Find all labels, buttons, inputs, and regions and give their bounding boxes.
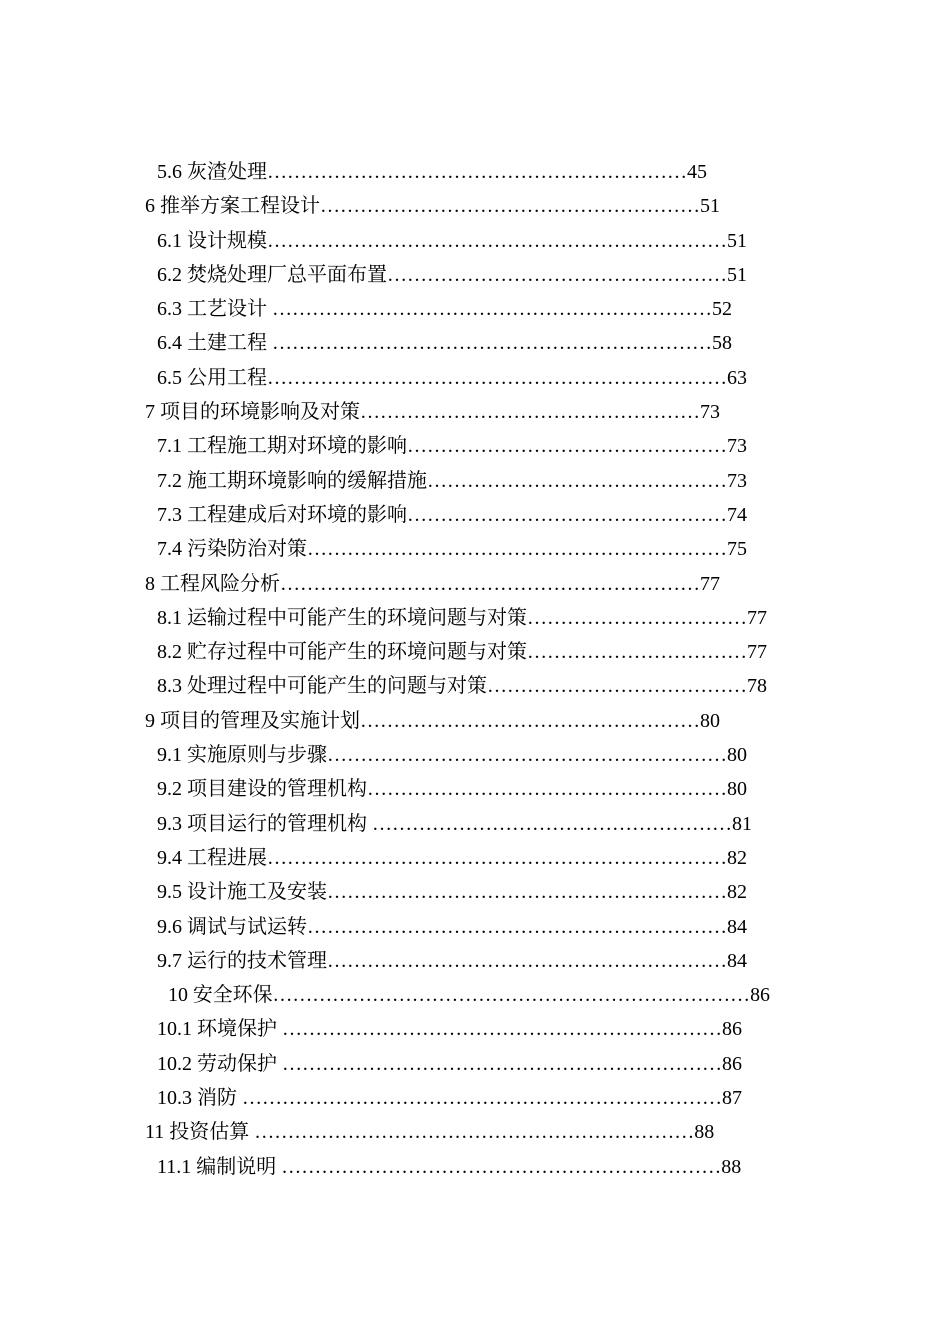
toc-entry-text: 6 推举方案工程设计…………………………………………………51 xyxy=(145,195,720,218)
toc-entry-text: 8.2 贮存过程中可能产生的环境问题与对策……………………………77 xyxy=(157,641,767,664)
toc-entry[interactable] xyxy=(0,875,950,909)
toc-entry-text: 7 项目的环境影响及对策……………………………………………73 xyxy=(145,401,720,424)
toc-entry-text: 6.1 设计规模……………………………………………………………51 xyxy=(157,229,747,252)
toc-entry-text: 8.1 运输过程中可能产生的环境问题与对策……………………………77 xyxy=(157,606,767,629)
toc-entry-text: 6.3 工艺设计 …………………………………………………………52 xyxy=(157,298,732,321)
toc-entry-text: 10.2 劳动保护 …………………………………………………………86 xyxy=(157,1052,742,1075)
toc-entry[interactable] xyxy=(0,807,950,841)
toc-entry[interactable] xyxy=(0,1081,950,1115)
toc-entry[interactable] xyxy=(0,1047,950,1081)
toc-entry[interactable] xyxy=(0,532,950,566)
toc-entry-text: 9 项目的管理及实施计划……………………………………………80 xyxy=(145,709,720,732)
toc-entry-text: 10 安全环保………………………………………………………………86 xyxy=(168,984,770,1007)
toc-entry-text: 7.1 工程施工期对环境的影响…………………………………………73 xyxy=(157,435,747,458)
toc-entry-text: 8 工程风险分析………………………………………………………77 xyxy=(145,572,720,595)
toc-entry-text: 11 投资估算 …………………………………………………………88 xyxy=(145,1121,715,1144)
toc-entry[interactable] xyxy=(0,978,950,1012)
toc-entry[interactable] xyxy=(0,429,950,463)
toc-entry-text: 9.4 工程进展……………………………………………………………82 xyxy=(157,846,747,869)
toc-entry[interactable] xyxy=(0,1012,950,1046)
toc-entry-text: 8.3 处理过程中可能产生的问题与对策…………………………………78 xyxy=(157,675,767,698)
toc-entry-text: 7.2 施工期环境影响的缓解措施………………………………………73 xyxy=(157,469,747,492)
toc-entry-text: 9.5 设计施工及安装……………………………………………………82 xyxy=(157,881,747,904)
toc-entry[interactable] xyxy=(0,669,950,703)
toc-entry[interactable] xyxy=(0,944,950,978)
toc-entry[interactable] xyxy=(0,704,950,738)
toc-entry-text: 6.4 土建工程 …………………………………………………………58 xyxy=(157,332,732,355)
toc-entry[interactable] xyxy=(0,772,950,806)
toc-entry-text: 6.2 焚烧处理厂总平面布置……………………………………………51 xyxy=(157,263,747,286)
toc-entry-text: 7.3 工程建成后对环境的影响…………………………………………74 xyxy=(157,503,747,526)
toc-entry-text: 11.1 编制说明 …………………………………………………………88 xyxy=(157,1155,742,1178)
toc-entry[interactable] xyxy=(0,1115,950,1149)
toc-entry[interactable] xyxy=(0,1150,950,1184)
toc-entry-text: 9.6 调试与试运转………………………………………………………84 xyxy=(157,915,747,938)
toc-entry[interactable] xyxy=(0,498,950,532)
toc-entry[interactable] xyxy=(0,258,950,292)
toc-entry-text: 5.6 灰渣处理………………………………………………………45 xyxy=(157,161,707,183)
toc-entry[interactable] xyxy=(0,189,950,223)
toc-entry[interactable] xyxy=(0,361,950,395)
toc-entry-text: 9.2 项目建设的管理机构………………………………………………80 xyxy=(157,778,747,801)
toc-entry[interactable] xyxy=(0,326,950,360)
toc-entry[interactable] xyxy=(0,395,950,429)
table-of-contents xyxy=(0,155,950,1184)
toc-entry[interactable] xyxy=(0,738,950,772)
toc-entry-text: 10.3 消防 ………………………………………………………………87 xyxy=(157,1087,742,1110)
toc-entry[interactable] xyxy=(0,292,950,326)
toc-entry[interactable] xyxy=(0,567,950,601)
toc-entry[interactable] xyxy=(0,635,950,669)
toc-entry[interactable] xyxy=(0,464,950,498)
toc-entry-text: 9.7 运行的技术管理……………………………………………………84 xyxy=(157,949,747,972)
toc-entry[interactable] xyxy=(0,910,950,944)
toc-entry[interactable] xyxy=(0,841,950,875)
toc-entry[interactable] xyxy=(0,601,950,635)
toc-entry[interactable] xyxy=(0,155,950,189)
toc-entry-text: 9.1 实施原则与步骤……………………………………………………80 xyxy=(157,744,747,767)
toc-entry-text: 6.5 公用工程……………………………………………………………63 xyxy=(157,366,747,389)
toc-entry-text: 7.4 污染防治对策………………………………………………………75 xyxy=(157,538,747,561)
toc-entry-text: 9.3 项目运行的管理机构 ………………………………………………81 xyxy=(157,812,752,835)
toc-entry-text: 10.1 环境保护 …………………………………………………………86 xyxy=(157,1018,742,1041)
toc-entry[interactable] xyxy=(0,224,950,258)
